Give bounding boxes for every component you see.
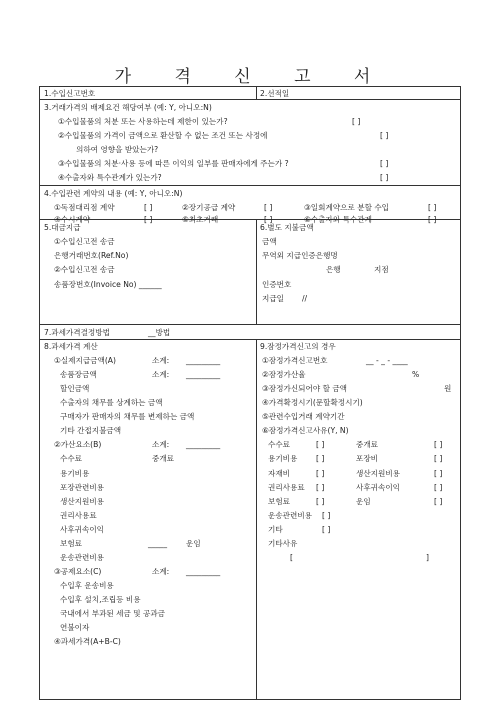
s9-reason-4a-box[interactable]: [ ] (316, 483, 325, 492)
s8-a1-subtotal-blank[interactable]: _________ (186, 370, 221, 379)
s3-question-2: ②수입물품의 가격이 금액으로 환산할 수 없는 조건 또는 사정에 (58, 131, 268, 140)
row-divider (40, 339, 460, 340)
s8-c-subtotal-label: 소계: (152, 567, 170, 576)
s8-b8: 운송관련비용 (60, 553, 105, 562)
s9-reason-5a-box[interactable]: [ ] (316, 497, 325, 506)
s9-line-5: ⑤관련수입거래 계약기간 (262, 412, 345, 421)
s6-payment-date-label: 지급일 (262, 294, 285, 303)
s8-b-label: ②가산요소(B) (54, 440, 102, 449)
s3-checkbox-4[interactable]: [ ] (380, 173, 389, 182)
s9-reason-5a: 보험료 (268, 497, 291, 506)
s3-checkbox-2[interactable]: [ ] (380, 131, 389, 140)
s4-checkbox-1[interactable]: [ ] (144, 203, 153, 212)
s8-b5: 권리사용료 (60, 511, 97, 520)
s9-line-3-unit: 원 (444, 384, 452, 393)
column-divider (256, 339, 257, 699)
s8-a-subtotal-label: 소계: (152, 356, 170, 365)
s6-cert-number-label: 인증번호 (262, 280, 292, 289)
section-4-label: 4.수입관련 계약의 내용 (예: Y, 아니오:N) (44, 189, 183, 198)
s9-reason-1b: 중개료 (356, 440, 379, 449)
s8-b-subtotal-blank[interactable]: _________ (186, 440, 221, 449)
s7-method-value: __방법 (148, 328, 171, 337)
page-title: 가 격 신 고 서 (114, 67, 390, 87)
s8-c3: 국내에서 부과된 세금 및 공과금 (60, 609, 166, 618)
s8-b7-blank[interactable]: _____ (148, 539, 167, 548)
import-declaration-number-label: 1.수입신고번호 (44, 89, 96, 98)
s8-b7: 보험료 (60, 539, 83, 548)
s4-checkbox-2[interactable]: [ ] (264, 203, 273, 212)
s9-reason-7: 기타 (268, 525, 283, 534)
s9-reason-3a: 자재비 (268, 469, 291, 478)
row-divider (40, 324, 460, 325)
s9-reason-5b: 운임 (356, 497, 371, 506)
s4-checkbox-6[interactable]: [ ] (428, 215, 437, 224)
s8-c-label: ③공제요소(C) (54, 567, 102, 576)
s9-reason-8-bracket-left[interactable]: [ (290, 553, 293, 562)
s9-reason-1b-box[interactable]: [ ] (434, 440, 443, 449)
s6-bank-unit: 은행 (326, 265, 341, 274)
s8-b1: 수수료 (60, 454, 83, 463)
s9-line-1: ①잠정가격신고번호 (262, 356, 328, 365)
s4-option-5: ⑤최초거래 (182, 215, 219, 224)
s6-payment-date-sep: // (302, 294, 308, 303)
s9-reason-7-box[interactable]: [ ] (322, 525, 331, 534)
s8-a-label: ①실제지급금액(A) (54, 356, 116, 365)
s9-reason-3b: 생산지원비용 (356, 469, 401, 478)
s9-reason-2a: 용기비용 (268, 454, 298, 463)
row-divider (40, 185, 460, 186)
s8-total: ④과세가격(A+B-C) (54, 637, 121, 646)
s9-reason-2b: 포장비 (356, 454, 379, 463)
s8-b-subtotal-label: 소계: (152, 440, 170, 449)
s9-reason-5b-box[interactable]: [ ] (434, 497, 443, 506)
s9-reason-4a: 권리사용료 (268, 483, 305, 492)
s5-line-2: 은행거래번호(Ref.No) (54, 251, 129, 260)
section-8-label: 8.과세가격 계산 (44, 342, 98, 351)
s8-c1: 수입후 운송비용 (60, 581, 114, 590)
s8-a1-subtotal-label: 소계: (152, 370, 170, 379)
s9-reason-1a: 수수료 (268, 440, 291, 449)
s3-question-4: ④수출자와 특수관계가 있는가? (58, 173, 162, 182)
s6-bank-label: 무역외 지급인증은행명 (262, 251, 338, 260)
s8-b1-right: 중개료 (152, 454, 175, 463)
s4-checkbox-4[interactable]: [ ] (144, 215, 153, 224)
price-declaration-form (39, 86, 461, 700)
s9-line-2: ②잠정가산율 (262, 370, 306, 379)
s8-a1: 송품장금액 (60, 370, 97, 379)
s9-reason-6-box[interactable]: [ ] (322, 511, 331, 520)
s8-a5: 기타 간접지불금액 (60, 426, 122, 435)
section-3-label: 3.거래가격의 배제요건 해당여부 (예: Y, 아니오:N) (44, 103, 212, 112)
s6-amount-label: 금액 (262, 237, 277, 246)
s9-reason-8-bracket-right[interactable]: ] (426, 553, 429, 562)
s9-reason-2a-box[interactable]: [ ] (316, 454, 325, 463)
section-9-label: 9.잠정가격신고의 경우 (260, 342, 336, 351)
s4-option-4: ④수시계약 (54, 215, 91, 224)
row-divider (40, 219, 460, 220)
s4-option-3: ③일회계약으로 분할 수입 (304, 203, 389, 212)
s5-line-4: 송품장번호(Invoice No) ______ (54, 280, 162, 289)
s8-c2: 수입후 설치,조립등 비용 (60, 595, 141, 604)
s8-c-subtotal-blank[interactable]: _________ (186, 567, 221, 576)
s9-reason-2b-box[interactable]: [ ] (434, 454, 443, 463)
s8-b3: 포장관련비용 (60, 483, 105, 492)
s3-question-3: ③수입물품의 처분·사용 등에 따른 이익의 일부를 판매자에게 주는가 ? (58, 159, 289, 168)
section-7-label: 7.과세가격결정방법 (44, 328, 110, 337)
s3-question-1: ①수입물품의 처분 또는 사용하는데 제한이 있는가? (58, 117, 228, 126)
s8-b7-right: 운임 (186, 539, 201, 548)
section-5-label: 5.대금지급 (44, 223, 81, 232)
s8-b6: 사후귀속이익 (60, 525, 105, 534)
s8-a2: 할인금액 (60, 384, 90, 393)
s4-checkbox-3[interactable]: [ ] (428, 203, 437, 212)
s4-checkbox-5[interactable]: [ ] (264, 215, 273, 224)
s9-line-3: ③잠정가신되어야 할 금액 (262, 384, 347, 393)
s9-reason-4b: 사후귀속이익 (356, 483, 401, 492)
s9-line-4: ④가격확정시기(문할확정시기) (262, 398, 363, 407)
s9-reason-4b-box[interactable]: [ ] (434, 483, 443, 492)
column-divider (256, 87, 257, 99)
s5-line-1: ①수입신고전 송금 (54, 237, 115, 246)
s9-reason-1a-box[interactable]: [ ] (316, 440, 325, 449)
s6-branch-unit: 지점 (374, 265, 389, 274)
s5-line-3: ②수입신고전 송금 (54, 265, 115, 274)
s8-a-subtotal-blank[interactable]: _________ (186, 356, 221, 365)
shipping-date-label: 2.선적일 (260, 89, 290, 98)
row-divider (40, 99, 460, 100)
column-divider (256, 219, 257, 324)
s8-b2: 용기비용 (60, 469, 90, 478)
s8-b4: 생산지원비용 (60, 497, 105, 506)
section-6-label: 6.별도 지불금액 (260, 223, 314, 232)
s9-reason-3b-box[interactable]: [ ] (434, 469, 443, 478)
s3-checkbox-1[interactable]: [ ] (352, 117, 361, 126)
s9-line-2-unit: % (412, 370, 420, 379)
s9-reason-8: 기타사유 (268, 539, 298, 548)
s9-reason-3a-box[interactable]: [ ] (316, 469, 325, 478)
s8-a3: 수출자의 채무를 상계하는 금액 (60, 398, 163, 407)
s9-line-1-value[interactable]: __ - _ - ____ (366, 356, 408, 365)
s9-line-6: ⑥잠정가격신고사유(Y, N) (262, 426, 349, 435)
s8-a4: 구매자가 판매자의 채무를 변제하는 금액 (60, 412, 195, 421)
s8-c4: 연불이자 (60, 623, 90, 632)
s9-reason-6: 운송관련비용 (268, 511, 313, 520)
s4-option-2: ②장기공급 계약 (182, 203, 236, 212)
s3-question-2b: 의하여 영향을 받았는가? (76, 145, 159, 154)
s3-checkbox-3[interactable]: [ ] (380, 159, 389, 168)
s4-option-6: ⑥수출자와 특수관계 (304, 215, 372, 224)
s4-option-1: ①독점대리점 계약 (54, 203, 115, 212)
